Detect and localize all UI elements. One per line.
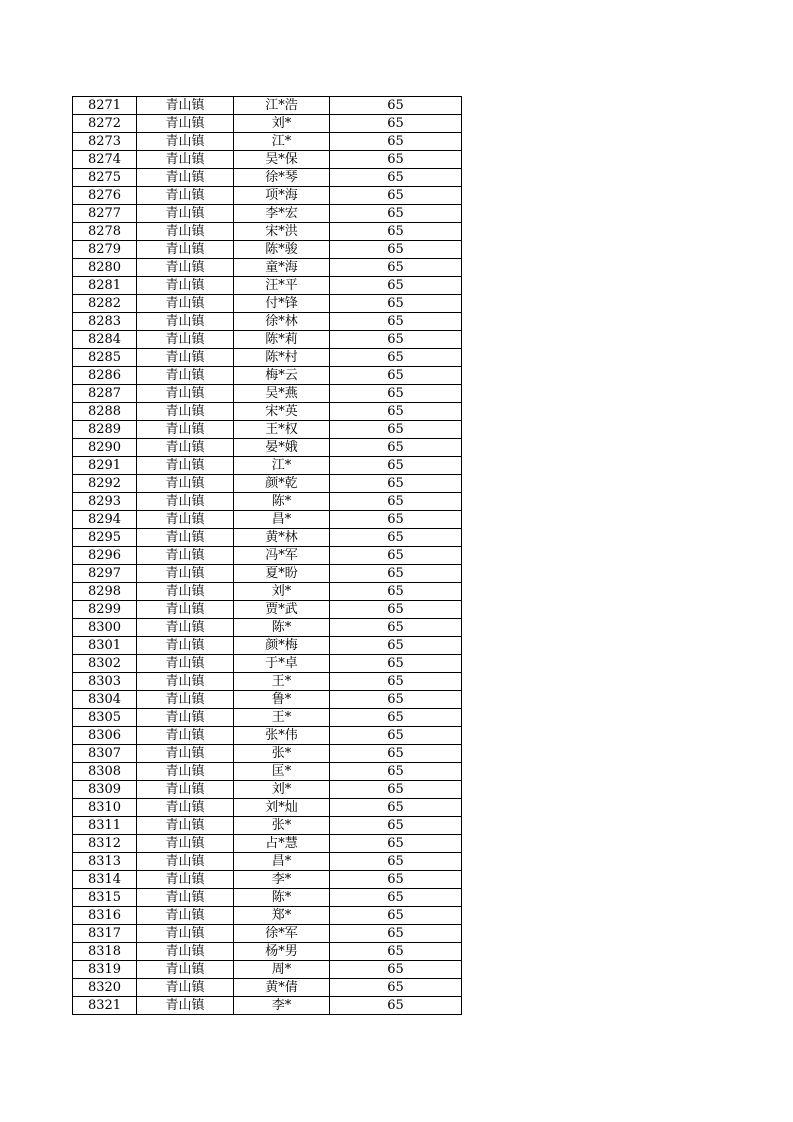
name-cell: 刘* <box>234 781 330 799</box>
name-cell: 于*卓 <box>234 655 330 673</box>
row-number-cell: 8307 <box>73 745 137 763</box>
table-row <box>73 313 462 331</box>
town-cell: 青山镇 <box>137 871 234 889</box>
town-cell: 青山镇 <box>137 709 234 727</box>
amount-cell: 65 <box>330 295 462 313</box>
table-row <box>73 745 462 763</box>
town-cell: 青山镇 <box>137 511 234 529</box>
table-row <box>73 637 462 655</box>
row-number-cell: 8273 <box>73 133 137 151</box>
table-row <box>73 511 462 529</box>
row-number-cell: 8287 <box>73 385 137 403</box>
amount-cell: 65 <box>330 655 462 673</box>
amount-cell: 65 <box>330 799 462 817</box>
table-row <box>73 925 462 943</box>
name-cell: 宋*英 <box>234 403 330 421</box>
row-number-cell: 8304 <box>73 691 137 709</box>
town-cell: 青山镇 <box>137 889 234 907</box>
name-cell: 吴*燕 <box>234 385 330 403</box>
name-cell: 昌* <box>234 511 330 529</box>
table-row <box>73 457 462 475</box>
table-row <box>73 979 462 997</box>
amount-cell: 65 <box>330 457 462 475</box>
name-cell: 占*慧 <box>234 835 330 853</box>
row-number-cell: 8284 <box>73 331 137 349</box>
table-row <box>73 619 462 637</box>
amount-cell: 65 <box>330 835 462 853</box>
table-row <box>73 565 462 583</box>
table-row <box>73 349 462 367</box>
name-cell: 江*浩 <box>234 97 330 115</box>
row-number-cell: 8313 <box>73 853 137 871</box>
town-cell: 青山镇 <box>137 367 234 385</box>
amount-cell: 65 <box>330 583 462 601</box>
amount-cell: 65 <box>330 421 462 439</box>
amount-cell: 65 <box>330 97 462 115</box>
table-row <box>73 547 462 565</box>
table-row <box>73 205 462 223</box>
row-number-cell: 8283 <box>73 313 137 331</box>
name-cell: 夏*盼 <box>234 565 330 583</box>
row-number-cell: 8320 <box>73 979 137 997</box>
row-number-cell: 8276 <box>73 187 137 205</box>
amount-cell: 65 <box>330 169 462 187</box>
row-number-cell: 8272 <box>73 115 137 133</box>
name-cell: 陈* <box>234 493 330 511</box>
town-cell: 青山镇 <box>137 673 234 691</box>
town-cell: 青山镇 <box>137 979 234 997</box>
town-cell: 青山镇 <box>137 763 234 781</box>
town-cell: 青山镇 <box>137 619 234 637</box>
name-cell: 贾*武 <box>234 601 330 619</box>
town-cell: 青山镇 <box>137 943 234 961</box>
amount-cell: 65 <box>330 115 462 133</box>
name-cell: 刘*灿 <box>234 799 330 817</box>
amount-cell: 65 <box>330 313 462 331</box>
row-number-cell: 8292 <box>73 475 137 493</box>
table-row <box>73 709 462 727</box>
table-row <box>73 439 462 457</box>
name-cell: 王*权 <box>234 421 330 439</box>
name-cell: 陈*骏 <box>234 241 330 259</box>
name-cell: 童*海 <box>234 259 330 277</box>
row-number-cell: 8274 <box>73 151 137 169</box>
table-body <box>73 97 462 1015</box>
row-number-cell: 8271 <box>73 97 137 115</box>
table-row <box>73 817 462 835</box>
row-number-cell: 8299 <box>73 601 137 619</box>
town-cell: 青山镇 <box>137 655 234 673</box>
row-number-cell: 8277 <box>73 205 137 223</box>
name-cell: 黄*林 <box>234 529 330 547</box>
name-cell: 宋*洪 <box>234 223 330 241</box>
town-cell: 青山镇 <box>137 799 234 817</box>
name-cell: 鲁* <box>234 691 330 709</box>
row-number-cell: 8314 <box>73 871 137 889</box>
table-row <box>73 799 462 817</box>
town-cell: 青山镇 <box>137 133 234 151</box>
table-row <box>73 475 462 493</box>
name-cell: 徐*军 <box>234 925 330 943</box>
town-cell: 青山镇 <box>137 169 234 187</box>
amount-cell: 65 <box>330 907 462 925</box>
town-cell: 青山镇 <box>137 295 234 313</box>
town-cell: 青山镇 <box>137 853 234 871</box>
data-table <box>72 96 462 1015</box>
town-cell: 青山镇 <box>137 907 234 925</box>
amount-cell: 65 <box>330 817 462 835</box>
table-row <box>73 277 462 295</box>
row-number-cell: 8319 <box>73 961 137 979</box>
town-cell: 青山镇 <box>137 961 234 979</box>
table-row <box>73 151 462 169</box>
amount-cell: 65 <box>330 259 462 277</box>
town-cell: 青山镇 <box>137 241 234 259</box>
name-cell: 吴*保 <box>234 151 330 169</box>
name-cell: 李* <box>234 997 330 1015</box>
name-cell: 颜*乾 <box>234 475 330 493</box>
town-cell: 青山镇 <box>137 187 234 205</box>
amount-cell: 65 <box>330 205 462 223</box>
town-cell: 青山镇 <box>137 439 234 457</box>
town-cell: 青山镇 <box>137 421 234 439</box>
row-number-cell: 8310 <box>73 799 137 817</box>
town-cell: 青山镇 <box>137 637 234 655</box>
name-cell: 陈* <box>234 619 330 637</box>
name-cell: 项*海 <box>234 187 330 205</box>
row-number-cell: 8309 <box>73 781 137 799</box>
table-row <box>73 943 462 961</box>
table-row <box>73 727 462 745</box>
amount-cell: 65 <box>330 223 462 241</box>
table-row <box>73 115 462 133</box>
town-cell: 青山镇 <box>137 223 234 241</box>
name-cell: 张* <box>234 817 330 835</box>
name-cell: 李* <box>234 871 330 889</box>
amount-cell: 65 <box>330 403 462 421</box>
amount-cell: 65 <box>330 709 462 727</box>
row-number-cell: 8288 <box>73 403 137 421</box>
amount-cell: 65 <box>330 889 462 907</box>
name-cell: 晏*娥 <box>234 439 330 457</box>
amount-cell: 65 <box>330 979 462 997</box>
table-row <box>73 691 462 709</box>
amount-cell: 65 <box>330 349 462 367</box>
amount-cell: 65 <box>330 241 462 259</box>
town-cell: 青山镇 <box>137 331 234 349</box>
town-cell: 青山镇 <box>137 475 234 493</box>
table-row <box>73 241 462 259</box>
row-number-cell: 8282 <box>73 295 137 313</box>
amount-cell: 65 <box>330 565 462 583</box>
amount-cell: 65 <box>330 331 462 349</box>
name-cell: 黄*倩 <box>234 979 330 997</box>
table-row <box>73 997 462 1015</box>
amount-cell: 65 <box>330 187 462 205</box>
amount-cell: 65 <box>330 871 462 889</box>
table-row <box>73 871 462 889</box>
name-cell: 周* <box>234 961 330 979</box>
row-number-cell: 8315 <box>73 889 137 907</box>
row-number-cell: 8298 <box>73 583 137 601</box>
amount-cell: 65 <box>330 997 462 1015</box>
amount-cell: 65 <box>330 547 462 565</box>
name-cell: 江* <box>234 133 330 151</box>
name-cell: 昌* <box>234 853 330 871</box>
table-row <box>73 529 462 547</box>
table-row <box>73 835 462 853</box>
row-number-cell: 8293 <box>73 493 137 511</box>
row-number-cell: 8306 <box>73 727 137 745</box>
amount-cell: 65 <box>330 691 462 709</box>
table-row <box>73 367 462 385</box>
row-number-cell: 8321 <box>73 997 137 1015</box>
row-number-cell: 8303 <box>73 673 137 691</box>
amount-cell: 65 <box>330 763 462 781</box>
amount-cell: 65 <box>330 133 462 151</box>
town-cell: 青山镇 <box>137 817 234 835</box>
table-row <box>73 889 462 907</box>
amount-cell: 65 <box>330 475 462 493</box>
town-cell: 青山镇 <box>137 115 234 133</box>
name-cell: 陈* <box>234 889 330 907</box>
town-cell: 青山镇 <box>137 997 234 1015</box>
amount-cell: 65 <box>330 439 462 457</box>
town-cell: 青山镇 <box>137 781 234 799</box>
row-number-cell: 8297 <box>73 565 137 583</box>
row-number-cell: 8301 <box>73 637 137 655</box>
town-cell: 青山镇 <box>137 349 234 367</box>
name-cell: 杨*男 <box>234 943 330 961</box>
table-row <box>73 187 462 205</box>
table-row <box>73 385 462 403</box>
town-cell: 青山镇 <box>137 727 234 745</box>
town-cell: 青山镇 <box>137 277 234 295</box>
row-number-cell: 8316 <box>73 907 137 925</box>
table-row <box>73 673 462 691</box>
row-number-cell: 8295 <box>73 529 137 547</box>
table-row <box>73 655 462 673</box>
name-cell: 梅*云 <box>234 367 330 385</box>
table-row <box>73 133 462 151</box>
amount-cell: 65 <box>330 367 462 385</box>
name-cell: 王* <box>234 673 330 691</box>
row-number-cell: 8285 <box>73 349 137 367</box>
table-row <box>73 961 462 979</box>
name-cell: 王* <box>234 709 330 727</box>
town-cell: 青山镇 <box>137 565 234 583</box>
name-cell: 江* <box>234 457 330 475</box>
amount-cell: 65 <box>330 745 462 763</box>
row-number-cell: 8281 <box>73 277 137 295</box>
table-row <box>73 421 462 439</box>
amount-cell: 65 <box>330 925 462 943</box>
town-cell: 青山镇 <box>137 385 234 403</box>
amount-cell: 65 <box>330 601 462 619</box>
amount-cell: 65 <box>330 727 462 745</box>
name-cell: 陈*村 <box>234 349 330 367</box>
table-row <box>73 403 462 421</box>
name-cell: 颜*梅 <box>234 637 330 655</box>
name-cell: 刘* <box>234 115 330 133</box>
town-cell: 青山镇 <box>137 583 234 601</box>
name-cell: 张* <box>234 745 330 763</box>
table-row <box>73 493 462 511</box>
row-number-cell: 8312 <box>73 835 137 853</box>
town-cell: 青山镇 <box>137 745 234 763</box>
town-cell: 青山镇 <box>137 601 234 619</box>
town-cell: 青山镇 <box>137 403 234 421</box>
name-cell: 付*锋 <box>234 295 330 313</box>
town-cell: 青山镇 <box>137 691 234 709</box>
row-number-cell: 8296 <box>73 547 137 565</box>
row-number-cell: 8308 <box>73 763 137 781</box>
amount-cell: 65 <box>330 637 462 655</box>
name-cell: 张*伟 <box>234 727 330 745</box>
row-number-cell: 8305 <box>73 709 137 727</box>
table-row <box>73 169 462 187</box>
town-cell: 青山镇 <box>137 97 234 115</box>
row-number-cell: 8317 <box>73 925 137 943</box>
town-cell: 青山镇 <box>137 547 234 565</box>
name-cell: 冯*军 <box>234 547 330 565</box>
amount-cell: 65 <box>330 619 462 637</box>
row-number-cell: 8291 <box>73 457 137 475</box>
name-cell: 徐*林 <box>234 313 330 331</box>
row-number-cell: 8278 <box>73 223 137 241</box>
table-row <box>73 907 462 925</box>
row-number-cell: 8286 <box>73 367 137 385</box>
row-number-cell: 8311 <box>73 817 137 835</box>
amount-cell: 65 <box>330 385 462 403</box>
amount-cell: 65 <box>330 529 462 547</box>
row-number-cell: 8279 <box>73 241 137 259</box>
amount-cell: 65 <box>330 781 462 799</box>
name-cell: 郑* <box>234 907 330 925</box>
town-cell: 青山镇 <box>137 529 234 547</box>
table-row <box>73 331 462 349</box>
table-row <box>73 781 462 799</box>
town-cell: 青山镇 <box>137 835 234 853</box>
name-cell: 李*宏 <box>234 205 330 223</box>
amount-cell: 65 <box>330 853 462 871</box>
table-row <box>73 763 462 781</box>
row-number-cell: 8294 <box>73 511 137 529</box>
row-number-cell: 8318 <box>73 943 137 961</box>
name-cell: 陈*莉 <box>234 331 330 349</box>
row-number-cell: 8290 <box>73 439 137 457</box>
town-cell: 青山镇 <box>137 493 234 511</box>
amount-cell: 65 <box>330 943 462 961</box>
amount-cell: 65 <box>330 961 462 979</box>
table-row <box>73 97 462 115</box>
row-number-cell: 8302 <box>73 655 137 673</box>
table-row <box>73 295 462 313</box>
amount-cell: 65 <box>330 151 462 169</box>
table-row <box>73 601 462 619</box>
table-row <box>73 583 462 601</box>
town-cell: 青山镇 <box>137 259 234 277</box>
table-row <box>73 853 462 871</box>
town-cell: 青山镇 <box>137 205 234 223</box>
amount-cell: 65 <box>330 673 462 691</box>
row-number-cell: 8289 <box>73 421 137 439</box>
amount-cell: 65 <box>330 277 462 295</box>
town-cell: 青山镇 <box>137 313 234 331</box>
town-cell: 青山镇 <box>137 457 234 475</box>
name-cell: 匡* <box>234 763 330 781</box>
amount-cell: 65 <box>330 511 462 529</box>
name-cell: 汪*平 <box>234 277 330 295</box>
table-row <box>73 259 462 277</box>
row-number-cell: 8275 <box>73 169 137 187</box>
name-cell: 徐*琴 <box>234 169 330 187</box>
table-row <box>73 223 462 241</box>
row-number-cell: 8300 <box>73 619 137 637</box>
row-number-cell: 8280 <box>73 259 137 277</box>
town-cell: 青山镇 <box>137 151 234 169</box>
name-cell: 刘* <box>234 583 330 601</box>
town-cell: 青山镇 <box>137 925 234 943</box>
amount-cell: 65 <box>330 493 462 511</box>
